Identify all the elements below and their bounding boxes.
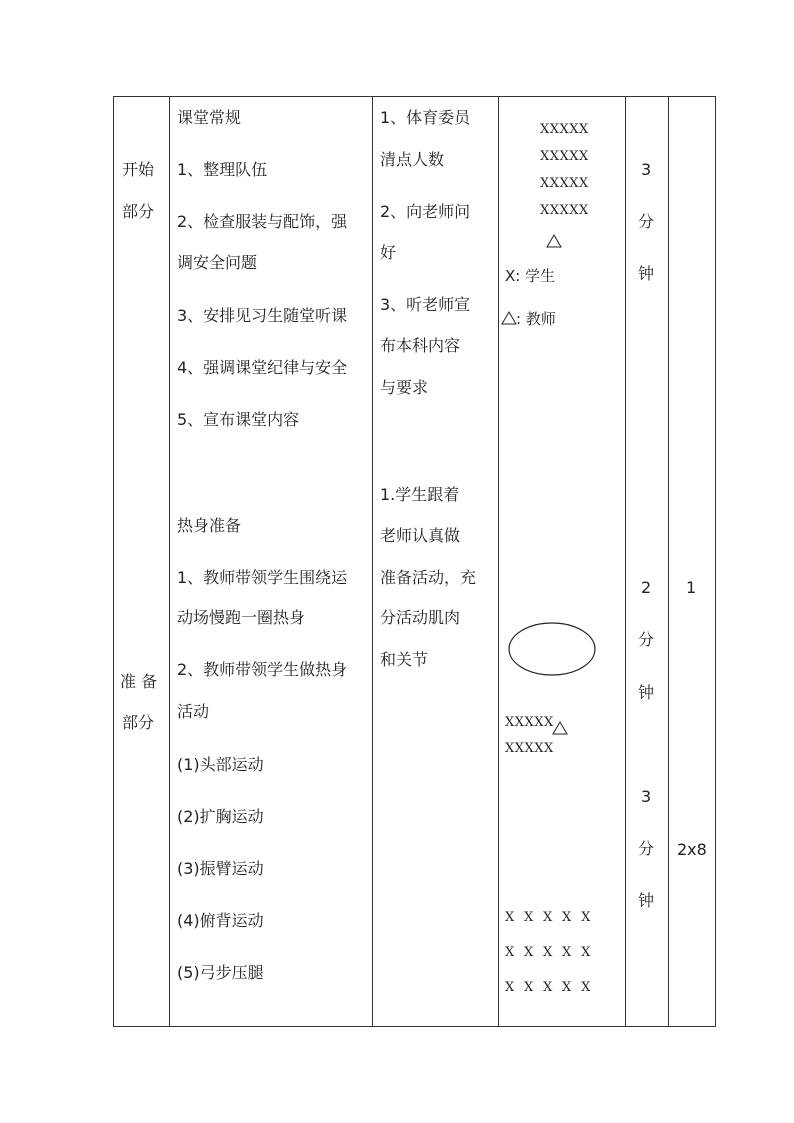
- activity-line: 2、向老师问: [380, 202, 471, 221]
- activity-line: 1、体育委员: [380, 108, 471, 127]
- content-line: (4)俯背运动: [177, 911, 264, 930]
- grid-row: X X X X X: [505, 945, 591, 960]
- content-line: 调安全问题: [177, 253, 258, 272]
- activity-line: 准备活动，充: [380, 568, 477, 587]
- activity-line: 与要求: [380, 378, 429, 397]
- table-column-divider: [372, 96, 373, 1027]
- activity-line: 老师认真做: [380, 526, 461, 545]
- time-unit: 钟: [638, 683, 655, 702]
- grid-row: X X X X X: [505, 980, 591, 995]
- table-column-divider: [169, 96, 170, 1027]
- formation-row: XXXXX: [540, 149, 589, 164]
- teacher-triangle-icon: [501, 311, 517, 325]
- section-label: 准 备: [120, 672, 158, 691]
- formation-row: XXXXX: [540, 122, 589, 137]
- formation-row: XXXXX: [505, 715, 554, 730]
- content-line: 2、教师带领学生做热身: [177, 660, 348, 679]
- activity-line: 清点人数: [380, 150, 445, 169]
- activity-line: 好: [380, 243, 397, 262]
- time-unit: 钟: [638, 891, 655, 910]
- table-border-right: [715, 96, 716, 1027]
- time-value: 3: [641, 160, 652, 179]
- content-line: (2)扩胸运动: [177, 807, 264, 826]
- content-line: (1)头部运动: [177, 755, 264, 774]
- activity-line: 1.学生跟着: [380, 485, 460, 504]
- activity-line: 和关节: [380, 650, 429, 669]
- time-value: 3: [641, 787, 652, 806]
- grid-row: X X X X X: [505, 910, 591, 925]
- teacher-triangle-icon: [552, 721, 568, 735]
- formation-row: XXXXX: [540, 203, 589, 218]
- content-line: 4、强调课堂纪律与安全: [177, 358, 348, 377]
- content-line: 5、宣布课堂内容: [177, 410, 300, 429]
- table-column-divider: [668, 96, 669, 1027]
- content-line: (3)振臂运动: [177, 859, 264, 878]
- count-value: 1: [686, 578, 697, 597]
- content-line: 1、整理队伍: [177, 160, 268, 179]
- legend-student: X: 学生: [505, 267, 556, 285]
- formation-row: XXXXX: [505, 741, 554, 756]
- time-unit: 分: [638, 212, 655, 231]
- teacher-triangle-icon: [546, 234, 562, 248]
- table-column-divider: [498, 96, 499, 1027]
- content-line: 动场慢跑一圈热身: [177, 608, 306, 627]
- legend-teacher: : 教师: [516, 310, 556, 328]
- formation-row: XXXXX: [540, 176, 589, 191]
- time-unit: 分: [638, 630, 655, 649]
- activity-line: 3、听老师宣: [380, 295, 471, 314]
- content-line: 2、检查服装与配饰，强: [177, 212, 348, 231]
- content-line: 课堂常规: [177, 108, 242, 127]
- section-label: 部分: [122, 202, 155, 221]
- table-border-left: [113, 96, 114, 1027]
- time-value: 2: [641, 578, 652, 597]
- running-track-ellipse: [506, 620, 598, 678]
- time-unit: 钟: [638, 264, 655, 283]
- table-column-divider: [625, 96, 626, 1027]
- content-line: 1、教师带领学生围绕运: [177, 568, 348, 587]
- count-value: 2x8: [677, 840, 707, 859]
- section-label: 部分: [122, 713, 155, 732]
- section-label: 开始: [122, 160, 155, 179]
- activity-line: 布本科内容: [380, 336, 461, 355]
- content-line: 热身准备: [177, 516, 242, 535]
- content-line: 活动: [177, 702, 210, 721]
- content-line: (5)弓步压腿: [177, 963, 264, 982]
- activity-line: 分活动肌肉: [380, 608, 461, 627]
- content-line: 3、安排见习生随堂听课: [177, 306, 348, 325]
- time-unit: 分: [638, 839, 655, 858]
